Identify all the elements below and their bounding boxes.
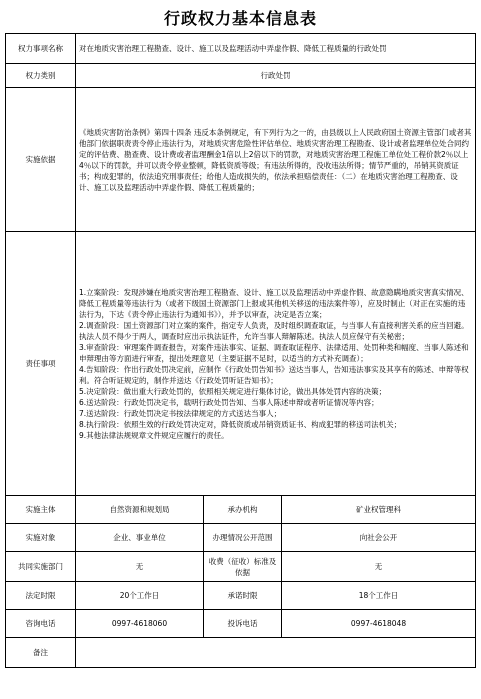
label-power-name: 权力事项名称 — [6, 34, 76, 64]
value-promise: 18个工作日 — [282, 582, 476, 610]
row-power-type — [6, 64, 476, 88]
label-power-type: 权力类别 — [6, 64, 76, 88]
value-deadline: 20个工作日 — [76, 582, 204, 610]
duty-item: 8.执行阶段：依照生效的行政处罚决定对，降低资质或吊销资质证书、构成犯罪的移送司法机关； — [79, 419, 402, 429]
label-target: 实施对象 — [6, 524, 76, 552]
row-contact — [6, 610, 476, 638]
label-subject: 实施主体 — [6, 496, 76, 524]
value-power-name: 对在地质灾害治理工程勘查、设计、施工以及监理活动中弄虚作假、降低工程质量的行政处罚 — [76, 34, 476, 64]
value-scope: 向社会公开 — [282, 524, 476, 552]
label-scope: 办理情况公开范围 — [204, 524, 282, 552]
info-table — [5, 33, 476, 668]
label-duties: 责任事项 — [6, 232, 76, 496]
value-subject: 自然资源和规划局 — [76, 496, 204, 524]
label-remark: 备注 — [6, 638, 76, 668]
row-remark — [6, 638, 476, 668]
duty-item: 5.决定阶段：做出重大行政处罚的，依照相关规定进行集体讨论，做出具体处罚内容的决策； — [79, 386, 387, 396]
row-joint — [6, 552, 476, 582]
label-fee: 收费（征收）标准及依据 — [204, 552, 282, 582]
label-basis: 实施依据 — [6, 88, 76, 232]
value-org: 矿业权管理科 — [282, 496, 476, 524]
row-duties — [6, 232, 476, 496]
row-subject — [6, 496, 476, 524]
label-joint: 共同实施部门 — [6, 552, 76, 582]
row-power-name — [6, 34, 476, 64]
label-deadline: 法定时限 — [6, 582, 76, 610]
row-deadline — [6, 582, 476, 610]
duty-item: 6.送达阶段：行政处罚决定书，载明行政处罚告知、当事人陈述申辩或者听证情况等内容； — [79, 397, 379, 407]
value-power-type: 行政处罚 — [76, 64, 476, 88]
row-basis — [6, 88, 476, 232]
label-complaint: 投诉电话 — [204, 610, 282, 638]
value-duties — [76, 232, 476, 496]
page-title: 行政权力基本信息表 — [163, 9, 317, 28]
label-promise: 承诺时限 — [204, 582, 282, 610]
value-remark — [76, 638, 476, 668]
value-contact: 0997-4618060 — [76, 610, 204, 638]
value-basis: 《地质灾害防治条例》第四十四条 违反本条例规定，有下列行为之一的，由县级以上人民政府国土资源主管部门或者其他部门依据职责责令停止违法行为，对地质灾害危险性评估单位、地质灾害治理工程勘查、设计或者监理单位处合同约定的评估费、勘查费、设计费或者监理酬金1倍以上2倍以下的罚款，对地质灾害治理工程施工单位处工程价款2％以上4％以下的罚款，并可以责令停业整顿，降低资质等级；有违法所得的，没收违法所得；情节严重的，吊销其资质证书；构成犯罪的，依法追究刑事责任；给他人造成损失的，依法承担赔偿责任：（二）在地质灾害治理工程勘查、设计、施工以及监理活动中弄虚作假、降低工程质量的； — [76, 88, 476, 232]
label-contact: 咨询电话 — [6, 610, 76, 638]
duty-item: 1.立案阶段：发现涉嫌在地质灾害治理工程勘查、设计、施工以及监理活动中弄虚作假、故意隐瞒地质灾害真实情况、降低工程质量等违法行为（或者下级国土资源部门上报或其他机关移送的违法案件等），应及时制止（对正在实施的违法行为，下达《责令停止违法行为通知书》），并予以审查，决定是否立案； — [79, 287, 469, 319]
duty-item: 4.告知阶段：作出行政处罚决定前，应制作《行政处罚告知书》送达当事人，告知违法事实及其享有的陈述、申辩等权利。符合听证规定的，制作并送达《行政处罚听证告知书》； — [79, 364, 469, 385]
label-org: 承办机构 — [204, 496, 282, 524]
value-complaint: 0997-4618048 — [282, 610, 476, 638]
value-target: 企业、事业单位 — [76, 524, 204, 552]
duty-item: 3.审查阶段：审理案件调查报告，对案件违法事实、证据、调查取证程序、法律适用、处罚种类和幅度、当事人陈述和申辩理由等方面进行审查，提出处理意见（主要证据不足时，以适当的方式补充调查）； — [79, 342, 469, 363]
duty-item: 9.其他法律法规规章文件规定应履行的责任。 — [79, 430, 229, 440]
value-joint: 无 — [76, 552, 204, 582]
row-target — [6, 524, 476, 552]
duty-item: 7.送达阶段：行政处罚决定书按法律规定的方式送达当事人； — [79, 408, 282, 418]
value-fee: 无 — [282, 552, 476, 582]
duty-item: 2.调查阶段：国土资源部门对立案的案件，指定专人负责，及时组织调查取证，与当事人有直接利害关系的应当回避。执法人员不得少于两人，调查时应出示执法证件，允许当事人辩解陈述。执法人员应保守有关秘密； — [79, 320, 469, 341]
